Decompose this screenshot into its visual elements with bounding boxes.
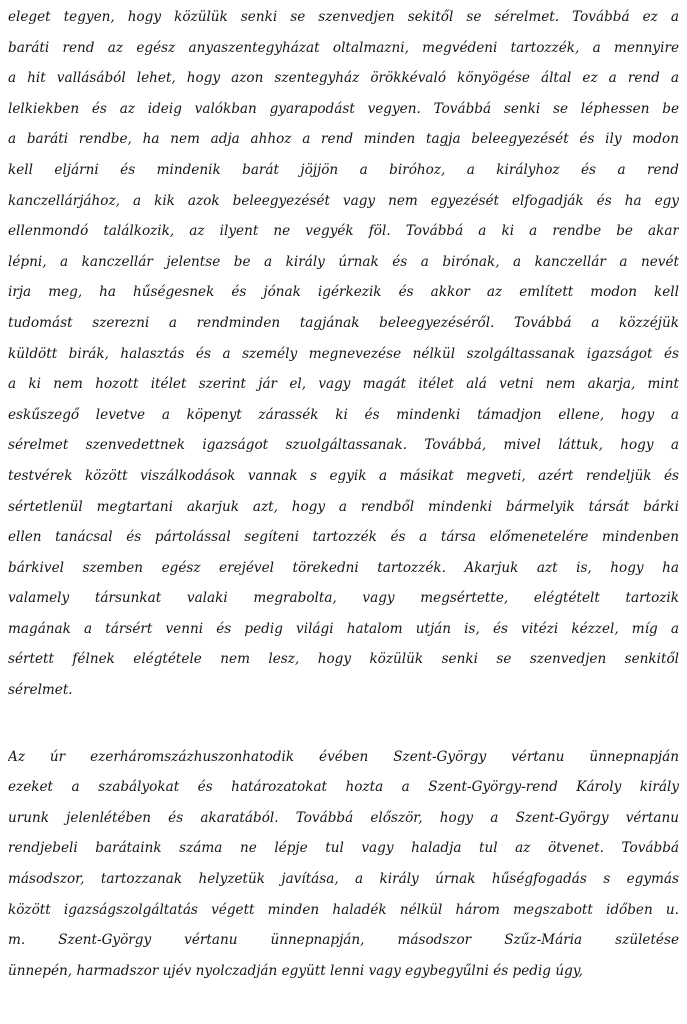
- text-line: magának a társért venni és pedig világi hatalom utján is, és vitézi kézzel, míg a: [8, 620, 679, 637]
- text-line: sérelmet szenvedettnek igazságot szuolgáltassanak. Továbbá, mivel láttuk, hogy a: [8, 437, 679, 454]
- text-line: kanczellárjához, a kik azok beleegyezését vagy nem egyezését elfogadják és ha egy: [8, 192, 679, 209]
- text-line: sértetlenül megtartani akarjuk azt, hogy a rendből mindenki bármelyik társát bárki: [8, 498, 679, 515]
- text-line: másodszor, tartozzanak helyzetük javítása, a király úrnak hűségfogadás s egymás: [8, 871, 679, 888]
- paragraph-2: [8, 742, 679, 987]
- text-line: küldött birák, halasztás és a személy megnevezése nélkül szolgáltassanak igazságot és: [8, 345, 679, 362]
- text-line: bárkivel szemben egész erejével törekedni tartozzék. Akarjuk azt is, hogy ha: [8, 559, 679, 576]
- text-line: sérelmet.: [8, 682, 73, 699]
- text-line: ellen tanácsal és pártolással segíteni tartozzék és a társa előmenetelére mindenben: [8, 529, 679, 546]
- text-line: kell eljárni és mindenik barát jöjjön a biróhoz, a királyhoz és a rend: [8, 161, 679, 178]
- text-line: urunk jelenlétében és akaratából. Továbbá először, hogy a Szent-György vértanu: [8, 809, 679, 826]
- text-line: sértett félnek elégtétele nem lesz, hogy közülük senki se szenvedjen senkitől: [8, 651, 679, 668]
- text-line: tudomást szerezni a rendminden tagjának beleegyezéséről. Továbbá a közzéjük: [8, 314, 679, 331]
- paragraph-1: [8, 2, 679, 706]
- text-line: Az úr ezerháromszázhuszonhatodik évében Szent-György vértanu ünnepnapján: [8, 748, 679, 765]
- text-line: eleget tegyen, hogy közülük senki se szenvedjen sekitől se sérelmet. Továbbá ez a: [8, 9, 679, 25]
- text-line: ellenmondó találkozik, az ilyent ne vegyék föl. Továbbá a ki a rendbe be akar: [8, 223, 679, 240]
- text-line: baráti rend az egész anyaszentegyházat oltalmazni, megvédeni tartozzék, a mennyire: [8, 39, 679, 56]
- text-line: ezeket a szabályokat és határozatokat hozta a Szent-György-rend Károly király: [8, 779, 679, 796]
- text-line: rendjebeli barátaink száma ne lépje tul vagy haladja tul az ötvenet. Továbbá: [8, 840, 679, 857]
- text-line: valamely társunkat valaki megrabolta, vagy megsértette, elégtételt tartozik: [8, 590, 679, 607]
- text-line: a baráti rendbe, ha nem adja ahhoz a rend minden tagja beleegyezését és ily modon: [8, 131, 679, 148]
- text-line: lépni, a kanczellár jelentse be a király úrnak és a birónak, a kanczellár a nevét: [8, 253, 679, 270]
- text-line: testvérek között viszálkodások vannak s egyik a másikat megveti, azért rendeljük és: [8, 467, 679, 484]
- text-line: a ki nem hozott itélet szerint jár el, vagy magát itélet alá vetni nem akarja, mint: [8, 376, 679, 393]
- text-line: lelkiekben és az ideig valókban gyarapodást vegyen. Továbbá senki se léphessen be: [8, 100, 679, 117]
- text-line: eskűszegő levetve a köpenyt zárassék ki és mindenki támadjon ellene, hogy a: [8, 406, 679, 423]
- text-line: ünnepén, harmadszor ujév nyolczadján együtt lenni vagy egybegyűlni és pedig úgy,: [8, 962, 583, 979]
- manuscript-page: [8, 2, 679, 986]
- text-line: között igazságszolgáltatás végett minden haladék nélkül három megszabott időben u.: [8, 901, 679, 918]
- text-line: irja meg, ha hűségesnek és jónak igérkezik és akkor az említett modon kell: [8, 284, 679, 301]
- text-line: m. Szent-György vértanu ünnepnapján, másodszor Szűz-Mária születése: [8, 932, 679, 949]
- paragraph-gap: [8, 706, 679, 742]
- text-line: a hit vallásából lehet, hogy azon szentegyház örökkévaló könyögése által ez a rend a: [8, 70, 679, 87]
